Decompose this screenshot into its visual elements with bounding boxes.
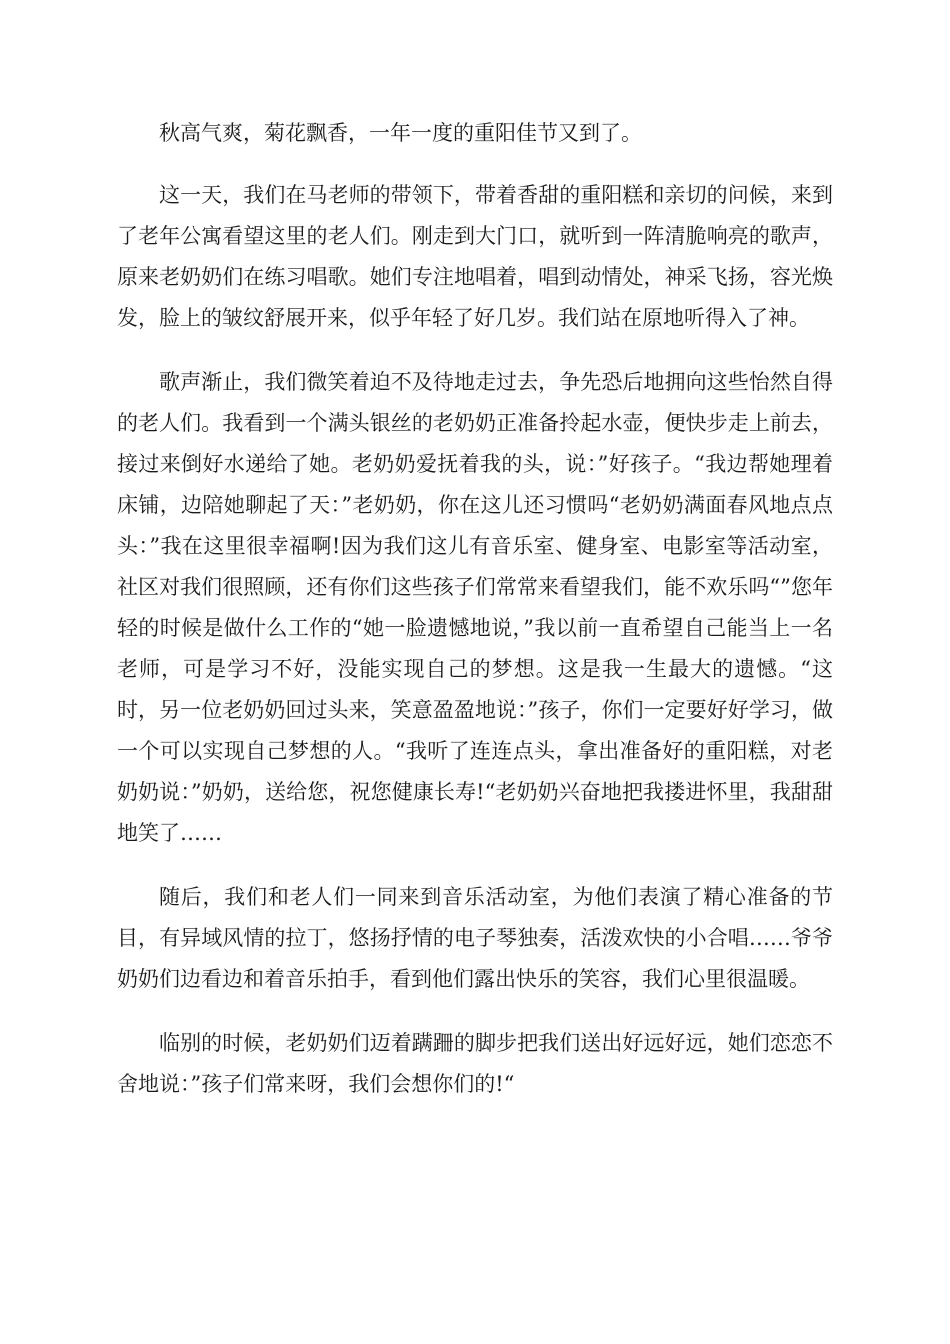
paragraph-4: 随后，我们和老人们一同来到音乐活动室，为他们表演了精心准备的节目，有异域风情的拉丁，悠扬抒情的电子琴独奏，活泼欢快的小合唱……爷爷奶奶们边看边和着音乐拍手，看到他们露出快乐的笑容，我们心里很温暖。 [117,885,833,991]
paragraph-3: 歌声渐止，我们微笑着迫不及待地走过去，争先恐后地拥向这些怡然自得的老人们。我看到一个满头银丝的老奶奶正准备拎起水壶，便快步走上前去，接过来倒好水递给了她。老奶奶爱抚着我的头，说：”好孩子。“我边帮她理着床铺，边陪她聊起了天：”老奶奶，你在这儿还习惯吗“老奶奶满面春风地点点头：”我在这里很幸福啊!因为我们这儿有音乐室、健身室、电影室等活动室，社区对我们很照顾，还有你们这些孩子们常常来看望我们，能不欢乐吗“”您年轻的时候是做什么工作的“她一脸遗憾地说，”我以前一直希望自己能当上一名老师，可是学习不好，没能实现自己的梦想。这是我一生最大的遗憾。“这时，另一位老奶奶回过头来，笑意盈盈地说：”孩子，你们一定要好好学习，做一个可以实现自己梦想的人。“我听了连连点头，拿出准备好的重阳糕，对老奶奶说：”奶奶，送给您，祝您健康长寿!“老奶奶兴奋地把我搂进怀里，我甜甜地笑了…… [117,370,833,845]
paragraph-2: 这一天，我们在马老师的带领下，带着香甜的重阳糕和亲切的问候，来到了老年公寓看望这里的老人们。刚走到大门口，就听到一阵清脆响亮的歌声，原来老奶奶们在练习唱歌。她们专注地唱着，唱到动情处，神采飞扬，容光焕发，脸上的皱纹舒展开来，似乎年轻了好几岁。我们站在原地听得入了神。 [117,183,833,330]
document-body [117,113,833,1128]
paragraph-5: 临别的时候，老奶奶们迈着蹒跚的脚步把我们送出好远好远，她们恋恋不舍地说：”孩子们常来呀，我们会想你们的!“ [117,1031,833,1096]
paragraph-1: 秋高气爽，菊花飘香，一年一度的重阳佳节又到了。 [159,121,642,145]
